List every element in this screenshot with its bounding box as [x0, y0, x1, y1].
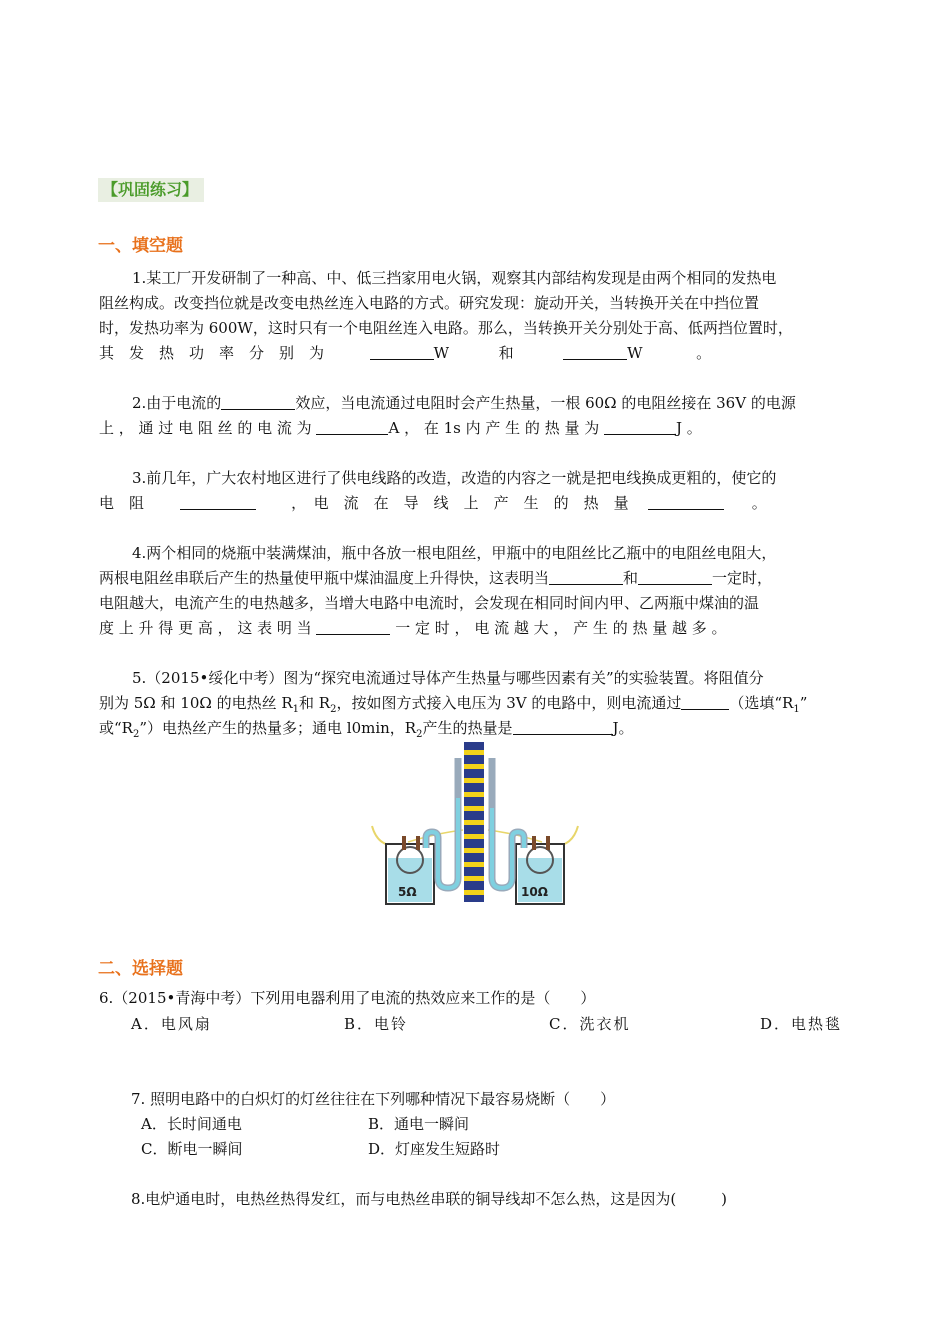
- left-resistance-label: 5Ω: [398, 885, 417, 899]
- section-fill-blank-title: 一、填空题: [98, 236, 183, 256]
- q5-line-2-a: 别为 5Ω 和 10Ω 的电热丝 R: [99, 694, 293, 712]
- left-terminal-1: [402, 836, 406, 850]
- q8-stem: 8.电炉通电时，电热丝热得发红，而与电热丝串联的铜导线却不怎么热，这是因为( ): [131, 1190, 728, 1208]
- q3-line-2-a: 电 阻: [99, 494, 145, 512]
- q4-line-1: 4.两个相同的烧瓶中装满煤油，瓶中各放一根电阻丝，甲瓶中的电阻丝比乙瓶中的电阻丝电阻大，: [132, 544, 777, 562]
- q3-line-2: [99, 491, 851, 516]
- q6-option-c[interactable]: C．洗衣机: [549, 1015, 631, 1033]
- q5-sub-r1: 1: [292, 704, 300, 715]
- q4-blank-2[interactable]: [638, 568, 712, 585]
- right-resistance-label: 10Ω: [521, 885, 548, 899]
- q5-sub-r1-b: 1: [793, 704, 800, 715]
- q5-line-2: [99, 691, 851, 716]
- q2-line-1-a: 2.由于电流的: [132, 394, 222, 412]
- experiment-apparatus-figure: [368, 738, 582, 908]
- q2-blank-current[interactable]: [316, 418, 388, 435]
- q5-line-1: 5.（2015•绥化中考）图为“探究电流通过导体产生热量与哪些因素有关”的实验装置。将阻值分: [132, 669, 764, 687]
- q2-line-1-b: 效应，当电流通过电阻时会产生热量，一根 60Ω 的电阻丝接在 36V 的电源: [295, 394, 796, 412]
- q1-and: 和: [498, 344, 514, 362]
- q1-unit-1: W: [433, 344, 449, 362]
- q4-blank-1[interactable]: [549, 568, 623, 585]
- q7-option-c[interactable]: C．断电一瞬间: [141, 1140, 243, 1158]
- q5-line-3-b: ”）电热丝产生的热量多；通电 l0min，R: [139, 719, 417, 737]
- q4-line-4-a: 度 上 升 得 更 高 ， 这 表 明 当: [99, 619, 312, 637]
- q6-option-d[interactable]: D．电热毯: [760, 1015, 843, 1033]
- question-3: [99, 466, 851, 516]
- q1-blank-high[interactable]: [370, 343, 434, 360]
- q1-unit-2: W: [627, 344, 643, 362]
- q2-blank-heat[interactable]: [604, 418, 676, 435]
- q7-option-d[interactable]: D．灯座发生短路时: [368, 1140, 501, 1158]
- q6-stem: 6.（2015•青海中考）下列用电器利用了电流的热效应来工作的是（ ）: [99, 989, 596, 1007]
- q3-line-2-c: 。: [751, 494, 767, 512]
- practice-badge: 【巩固练习】: [98, 178, 204, 202]
- q4-line-4: [99, 616, 851, 641]
- section-choice-title: 二、选择题: [98, 959, 183, 979]
- q4-line-2-c: 一定时，: [712, 569, 773, 587]
- q5-blank-heat[interactable]: [513, 718, 613, 735]
- q2-line-2: [99, 416, 851, 441]
- q4-line-4-b: 一 定 时 ， 电 流 越 大 ， 产 生 的 热 量 越 多 。: [395, 619, 727, 637]
- q1-line-3: 时，发热功率为 600W，这时只有一个电阻丝连入电路。那么，当转换开关分别处于高、低两挡位置时，: [99, 319, 793, 337]
- q2-line-2-b: A ， 在 1s 内 产 生 的 热 量 为: [388, 419, 600, 437]
- q5-line-3-a: 或“R: [99, 719, 133, 737]
- q6-option-a[interactable]: A．电风扇: [131, 1015, 212, 1033]
- q7-option-a[interactable]: A．长时间通电: [141, 1115, 242, 1133]
- q5-sub-r2: 2: [330, 704, 337, 715]
- q1-blank-low[interactable]: [563, 343, 627, 360]
- q1-end: 。: [696, 344, 712, 362]
- q2-line-2-c: J 。: [676, 419, 702, 437]
- q3-line-2-b: ， 电 流 在 导 线 上 产 生 的 热 量: [291, 494, 629, 512]
- q4-line-3: 电阻越大，电流产生的电热越多，当增大电路中电流时，会发现在相同时间内甲、乙两瓶中煤油的温: [99, 594, 760, 612]
- question-4: [99, 541, 851, 641]
- question-2: [99, 391, 851, 441]
- q4-line-2-b: 和: [623, 569, 639, 587]
- q1-line-4-text: 其 发 热 功 率 分 别 为: [99, 344, 325, 362]
- q5-sub-r2-b: 2: [132, 729, 140, 740]
- q5-line-2-e: ”: [799, 694, 808, 712]
- q4-blank-3[interactable]: [316, 618, 390, 635]
- q1-line-2: 阻丝构成。改变挡位就是改变电热丝连入电路的方式。研究发现：旋动开关，当转换开关在中挡位置: [99, 294, 760, 312]
- q3-blank-heat[interactable]: [648, 493, 724, 510]
- q1-line-1: 1.某工厂开发研制了一种高、中、低三挡家用电火锅，观察其内部结构发现是由两个相同的发热电: [132, 269, 777, 287]
- q2-line-2-a: 上 ， 通 过 电 阻 丝 的 电 流 为: [99, 419, 312, 437]
- q7-stem: 7. 照明电路中的白炽灯的灯丝往往在下列哪种情况下最容易烧断（ ）: [131, 1090, 616, 1108]
- q2-blank-effect[interactable]: [221, 393, 295, 410]
- q6-option-b[interactable]: B．电铃: [344, 1015, 409, 1033]
- q5-line-2-d: （选填“R: [729, 694, 794, 712]
- q3-line-1: 3.前几年，广大农村地区进行了供电线路的改造，改造的内容之一就是把电线换成更粗的，使它的: [132, 469, 777, 487]
- q5-line-3-c: 产生的热量是: [422, 719, 513, 737]
- q7-option-b[interactable]: B．通电一瞬间: [368, 1115, 470, 1133]
- q4-line-2-a: 两根电阻丝串联后产生的热量使甲瓶中煤油温度上升得快，这表明当: [99, 569, 550, 587]
- q2-line-1: [99, 391, 851, 416]
- right-terminal-2: [546, 836, 550, 850]
- question-1: [99, 266, 851, 366]
- question-5: [99, 666, 851, 741]
- q3-blank-resistance[interactable]: [180, 493, 256, 510]
- q5-line-3-d: J。: [612, 719, 634, 737]
- q5-sub-r2-c: 2: [416, 729, 423, 740]
- q5-blank-resistor[interactable]: [681, 693, 729, 710]
- right-terminal-1: [532, 836, 536, 850]
- q4-line-2: [99, 566, 851, 591]
- left-terminal-2: [416, 836, 420, 850]
- q1-line-4: [99, 341, 851, 366]
- q5-line-2-b: 和 R: [299, 694, 331, 712]
- q5-line-2-c: ，按如图方式接入电压为 3V 的电路中，则电流通过: [336, 694, 682, 712]
